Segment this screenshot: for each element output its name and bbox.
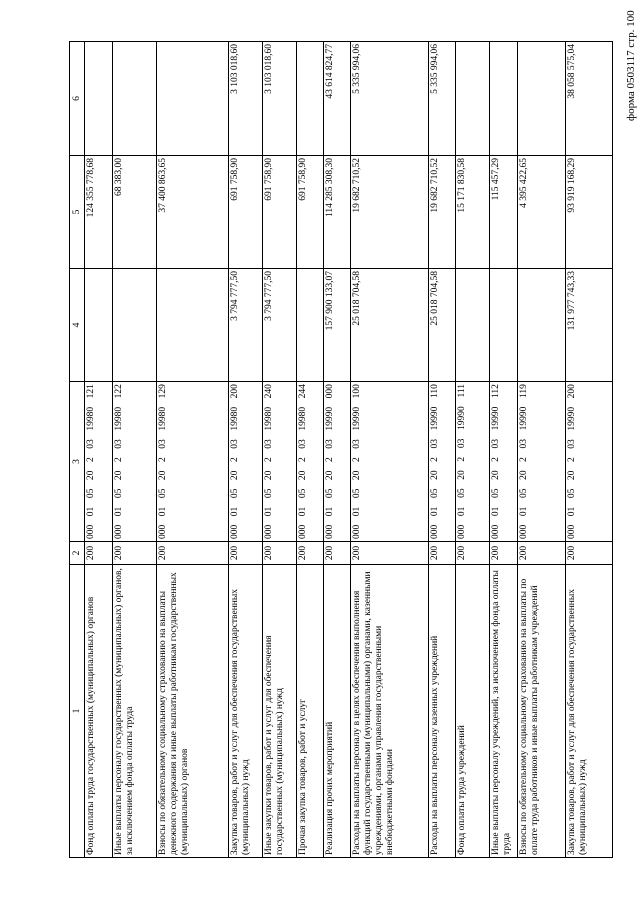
code-parts	[457, 384, 468, 539]
code-part: 000	[325, 524, 336, 539]
code-parts	[264, 384, 275, 539]
line-code: 200	[85, 542, 113, 565]
code-part: 03	[352, 439, 363, 449]
code-part: 01	[114, 506, 125, 517]
unexecuted-amount: 43 614 824,77	[324, 42, 351, 156]
code-part: 05	[352, 488, 363, 499]
code-parts	[567, 384, 578, 539]
line-code: 200	[228, 542, 262, 565]
code-part: 2	[229, 457, 240, 462]
code-part: 2	[297, 457, 308, 462]
code-parts	[86, 384, 97, 539]
code-part: 20	[429, 470, 440, 480]
column-number: 2	[70, 542, 85, 565]
code-part: 19990	[325, 406, 336, 431]
code-part: 05	[157, 488, 168, 499]
code-part: 2	[352, 457, 363, 462]
column-number: 6	[70, 42, 85, 156]
row-name: Расходы на выплаты персоналу в целях обеспечения выполнения функций государственными (муниципальными) органами, казенными учреждениями, органами управления государственными внебюджетными фондами	[351, 565, 428, 858]
executed-amount: 691 758,90	[262, 156, 296, 269]
budget-classification-code	[428, 382, 456, 542]
code-part: 000	[86, 524, 97, 539]
code-part: 000	[457, 524, 468, 539]
code-part: 111	[457, 384, 468, 398]
executed-amount: 124 355 778,68	[85, 156, 113, 269]
row-name: Взносы по обязательному социальному страхованию на выплаты денежного содержания и иные выплаты работникам государственных (муниципальных) органов	[156, 565, 228, 858]
table-row	[428, 42, 456, 858]
code-part: 03	[263, 439, 274, 449]
code-part: 20	[86, 470, 97, 481]
unexecuted-amount	[85, 42, 113, 156]
code-part: 000	[519, 524, 530, 539]
code-parts	[325, 384, 336, 539]
code-part: 2	[429, 457, 440, 462]
approved-amount	[113, 269, 156, 382]
row-name: Реализация прочих мероприятий	[324, 565, 351, 858]
code-part: 000	[229, 524, 240, 539]
code-part: 01	[566, 506, 577, 517]
unexecuted-amount: 5 335 994,06	[351, 42, 428, 156]
code-part: 2	[325, 457, 336, 462]
table-row	[156, 42, 228, 858]
code-part: 000	[566, 524, 577, 539]
code-part: 01	[519, 506, 530, 517]
code-part: 20	[519, 470, 530, 480]
unexecuted-amount	[456, 42, 490, 156]
code-part: 05	[297, 488, 308, 499]
unexecuted-amount: 38 058 575,04	[565, 42, 612, 156]
row-name: Фонд оплаты труда государственных (муниципальных) органов	[85, 565, 113, 858]
code-part: 000	[491, 524, 502, 539]
executed-amount: 115 457,29	[490, 156, 518, 269]
code-part: 000	[429, 524, 440, 539]
code-part: 2	[157, 457, 168, 462]
code-part: 19980	[157, 406, 168, 431]
approved-amount	[85, 269, 113, 382]
code-part: 000	[157, 524, 168, 539]
code-part: 240	[263, 384, 274, 399]
code-part: 2	[114, 457, 125, 462]
code-parts	[352, 384, 363, 539]
code-part: 19980	[86, 406, 97, 431]
code-part: 01	[263, 506, 274, 517]
expenditure-table	[69, 41, 613, 858]
code-part: 20	[229, 470, 240, 481]
code-part: 01	[491, 506, 502, 517]
row-name: Иные выплаты персоналу учреждений, за исключением фонда оплаты труда	[490, 565, 518, 858]
code-part: 03	[157, 439, 168, 449]
code-part: 19980	[297, 406, 308, 431]
code-parts	[491, 384, 502, 539]
column-number: 3	[70, 382, 85, 542]
unexecuted-amount	[490, 42, 518, 156]
code-part: 000	[325, 384, 336, 399]
row-name: Расходы на выплаты персоналу казенных учреждений	[428, 565, 456, 858]
code-part: 000	[352, 524, 363, 539]
code-part: 01	[229, 506, 240, 517]
code-part: 19980	[263, 406, 274, 431]
line-code: 200	[351, 542, 428, 565]
approved-amount: 25 018 704,58	[428, 269, 456, 382]
line-code: 200	[262, 542, 296, 565]
code-parts	[298, 384, 309, 539]
code-part: 03	[229, 439, 240, 449]
code-part: 20	[157, 470, 168, 481]
code-part: 01	[325, 506, 336, 517]
unexecuted-amount: 5 335 994,06	[428, 42, 456, 156]
code-part: 2	[457, 456, 468, 462]
code-part: 20	[114, 470, 125, 481]
code-part: 19990	[566, 406, 577, 431]
budget-classification-code	[490, 382, 518, 542]
code-part: 19990	[429, 406, 440, 431]
line-code: 200	[156, 542, 228, 565]
code-part: 200	[229, 384, 240, 399]
table-row	[228, 42, 262, 858]
code-part: 01	[429, 506, 440, 517]
code-part: 20	[297, 470, 308, 481]
budget-classification-code	[565, 382, 612, 542]
line-code: 200	[428, 542, 456, 565]
code-part: 03	[297, 439, 308, 449]
code-part: 01	[297, 506, 308, 517]
code-part: 100	[352, 384, 363, 399]
code-part: 05	[566, 488, 577, 499]
row-name: Фонд оплаты труда учреждений	[456, 565, 490, 858]
code-part: 121	[86, 384, 97, 399]
column-number: 4	[70, 269, 85, 382]
column-number-row	[70, 42, 85, 858]
code-part: 19990	[491, 406, 502, 431]
unexecuted-amount	[518, 42, 565, 156]
line-code: 200	[113, 542, 156, 565]
column-number: 5	[70, 156, 85, 269]
code-part: 20	[325, 470, 336, 481]
executed-amount: 19 682 710,52	[351, 156, 428, 269]
code-part: 01	[457, 506, 468, 517]
code-part: 200	[566, 384, 577, 399]
code-part: 20	[491, 470, 502, 480]
unexecuted-amount: 3 103 018,60	[228, 42, 262, 156]
code-part: 05	[491, 488, 502, 499]
table-row	[324, 42, 351, 858]
code-parts	[158, 384, 169, 539]
budget-classification-code	[518, 382, 565, 542]
code-parts	[519, 384, 530, 539]
code-part: 112	[491, 384, 502, 398]
table-row	[456, 42, 490, 858]
approved-amount	[156, 269, 228, 382]
code-part: 19980	[229, 406, 240, 431]
code-part: 20	[352, 470, 363, 481]
unexecuted-amount	[113, 42, 156, 156]
executed-amount: 691 758,90	[296, 156, 324, 269]
code-part: 119	[519, 384, 530, 398]
code-part: 01	[157, 506, 168, 517]
code-part: 110	[429, 384, 440, 398]
budget-classification-code	[456, 382, 490, 542]
table-row	[85, 42, 113, 858]
line-code: 200	[324, 542, 351, 565]
code-part: 03	[457, 438, 468, 449]
code-parts	[430, 384, 441, 539]
table-body	[70, 42, 613, 858]
budget-classification-code	[228, 382, 262, 542]
executed-amount: 68 383,00	[113, 156, 156, 269]
code-part: 000	[297, 524, 308, 539]
budget-classification-code	[113, 382, 156, 542]
code-part: 01	[352, 506, 363, 517]
line-code: 200	[565, 542, 612, 565]
code-part: 2	[519, 457, 530, 462]
budget-classification-code	[85, 382, 113, 542]
code-part: 000	[114, 524, 125, 539]
code-part: 05	[325, 488, 336, 499]
approved-amount: 157 900 133,07	[324, 269, 351, 382]
table-row	[490, 42, 518, 858]
code-part: 20	[457, 470, 468, 480]
unexecuted-amount	[296, 42, 324, 156]
executed-amount: 691 758,90	[228, 156, 262, 269]
budget-classification-code	[351, 382, 428, 542]
unexecuted-amount	[156, 42, 228, 156]
code-part: 19990	[457, 406, 468, 430]
row-name: Закупка товаров, работ и услуг для обеспечения государственных (муниципальных) нужд	[228, 565, 262, 858]
code-parts	[230, 384, 241, 539]
code-part: 05	[86, 488, 97, 499]
code-part: 2	[263, 457, 274, 462]
budget-classification-code	[324, 382, 351, 542]
line-code: 200	[518, 542, 565, 565]
approved-amount	[296, 269, 324, 382]
executed-amount: 15 171 830,58	[456, 156, 490, 269]
table-row	[518, 42, 565, 858]
executed-amount: 114 285 308,30	[324, 156, 351, 269]
code-part: 05	[429, 488, 440, 499]
table-row	[113, 42, 156, 858]
code-part: 03	[519, 438, 530, 449]
code-part: 03	[491, 438, 502, 449]
code-part: 03	[114, 439, 125, 449]
row-name: Взносы по обязательному социальному страхованию на выплаты по оплате труда работников и иные выплаты работникам учреждений	[518, 565, 565, 858]
row-name: Иные закупки товаров, работ и услуг для обеспечения государственных (муниципальных) нужд	[262, 565, 296, 858]
line-code: 200	[456, 542, 490, 565]
code-part: 129	[157, 384, 168, 399]
approved-amount: 3 794 777,50	[262, 269, 296, 382]
code-part: 05	[457, 488, 468, 498]
code-part: 05	[263, 488, 274, 499]
row-name: Иные выплаты персоналу государственных (муниципальных) органов, за исключением фонда оплаты труда	[113, 565, 156, 858]
table-row	[296, 42, 324, 858]
code-part: 2	[86, 457, 97, 462]
code-part: 05	[114, 488, 125, 499]
approved-amount: 25 018 704,58	[351, 269, 428, 382]
code-part: 05	[229, 488, 240, 499]
executed-amount: 37 400 863,65	[156, 156, 228, 269]
executed-amount: 4 395 422,65	[518, 156, 565, 269]
code-part: 03	[86, 439, 97, 449]
code-part: 19990	[352, 406, 363, 431]
code-part: 20	[566, 470, 577, 481]
column-number: 1	[70, 565, 85, 858]
line-code: 200	[296, 542, 324, 565]
code-part: 20	[263, 470, 274, 481]
code-part: 19990	[519, 406, 530, 431]
code-part: 03	[429, 438, 440, 449]
code-part: 05	[519, 488, 530, 499]
code-part: 2	[491, 457, 502, 462]
code-part: 19980	[114, 406, 125, 431]
unexecuted-amount: 3 103 018,60	[262, 42, 296, 156]
executed-amount: 19 682 710,52	[428, 156, 456, 269]
budget-classification-code	[156, 382, 228, 542]
code-part: 122	[114, 384, 125, 399]
budget-classification-code	[262, 382, 296, 542]
report-page	[69, 42, 613, 858]
code-parts	[114, 384, 125, 539]
approved-amount	[490, 269, 518, 382]
row-name: Закупка товаров, работ и услуг для обеспечения государственных (муниципальных) нужд	[565, 565, 612, 858]
approved-amount	[456, 269, 490, 382]
table-row	[565, 42, 612, 858]
code-part: 244	[297, 384, 308, 399]
line-code: 200	[490, 542, 518, 565]
executed-amount: 93 919 168,29	[565, 156, 612, 269]
table-row	[351, 42, 428, 858]
table-row	[262, 42, 296, 858]
code-part: 03	[566, 439, 577, 449]
approved-amount: 3 794 777,50	[228, 269, 262, 382]
budget-classification-code	[296, 382, 324, 542]
code-part: 03	[325, 439, 336, 449]
approved-amount	[518, 269, 565, 382]
code-part: 2	[566, 457, 577, 462]
code-part: 01	[86, 506, 97, 517]
row-name: Прочая закупка товаров, работ и услуг	[296, 565, 324, 858]
form-label: форма 0503117 стр. 100	[625, 10, 637, 121]
approved-amount: 131 977 743,33	[565, 269, 612, 382]
code-part: 000	[263, 524, 274, 539]
